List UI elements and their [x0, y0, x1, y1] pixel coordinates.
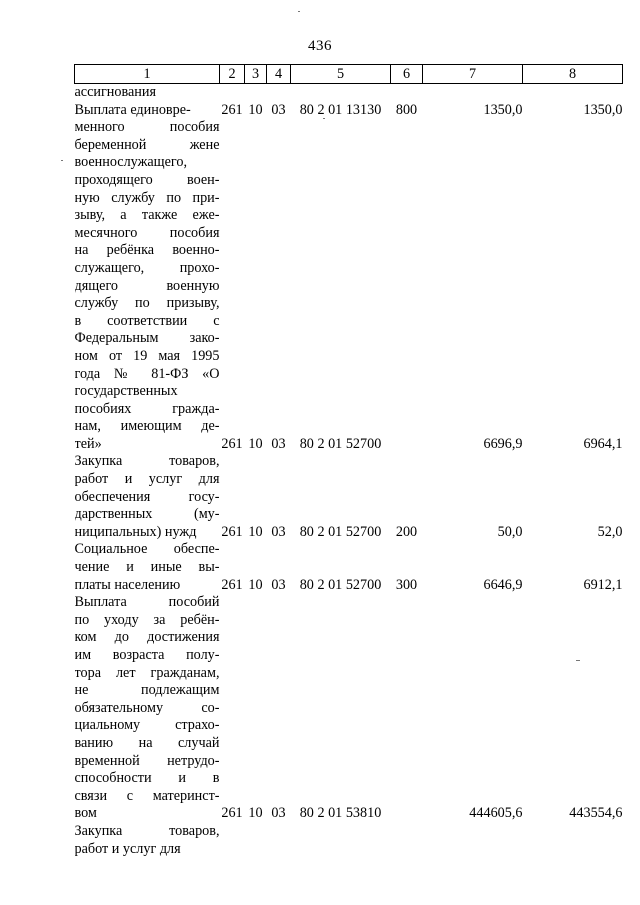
description-line: военнослужащего, [74, 154, 188, 171]
amount-year-1 [423, 84, 523, 102]
column-3-cell: 10 [248, 523, 263, 540]
classification-code [291, 84, 391, 102]
column-header-7: 7 [423, 65, 523, 84]
expense-type-code: 800 [395, 101, 418, 118]
column-4-cell: 03 [271, 101, 286, 118]
description-line: года № 81-ФЗ «О [74, 365, 220, 382]
description-line: ном от 19 мая 1995 [74, 347, 220, 364]
description-line: Социальное обеспе- [74, 541, 220, 558]
classification-code: 80 2 01 53810 [299, 805, 382, 822]
description-line: обеспечения госу- [74, 488, 220, 505]
amount-year-2: 443554,6 [569, 805, 623, 822]
column-2-cell: 261 [221, 101, 243, 118]
scan-speck [61, 160, 63, 161]
table-header-row [75, 65, 623, 84]
row-description [75, 119, 220, 453]
expense-type-code [391, 84, 423, 102]
expense-type-code [391, 119, 423, 453]
description-line: им возраста полу- [74, 647, 220, 663]
description-line: тей» [74, 435, 102, 452]
column-2-cell: 261 [221, 523, 243, 540]
description-line: Федеральным зако- [74, 330, 220, 347]
column-header-6: 6 [391, 65, 423, 84]
column-header-2: 2 [220, 65, 245, 84]
description-line: Закупка товаров, [74, 822, 220, 839]
amount-year-1 [423, 823, 523, 858]
expense-type-code [391, 594, 423, 823]
column-header-4: 4 [267, 65, 291, 84]
row-description [75, 102, 220, 120]
description-line: ниципальных) нужд [74, 523, 197, 540]
description-line: временной нетрудо- [74, 752, 220, 769]
description-line: платы населению [74, 576, 181, 593]
amount-year-2: 1350,0 [583, 101, 623, 118]
description-line: нам, имеющим де- [74, 418, 220, 435]
column-2-cell: 261 [221, 576, 243, 593]
amount-year-2 [523, 823, 623, 858]
description-line: дящего военную [74, 277, 220, 294]
description-line: ассигнования [74, 84, 157, 100]
description-line: обязательному со- [74, 699, 220, 716]
column-3-cell: 10 [248, 101, 263, 118]
description-line: службу по призыву, [74, 295, 220, 312]
row-description [75, 84, 220, 102]
row-description [75, 453, 220, 541]
classification-code: 80 2 01 52700 [299, 435, 382, 452]
amount-year-2: 6912,1 [583, 576, 623, 593]
table-body [75, 84, 623, 859]
table-row [75, 823, 623, 858]
column-3-cell: 10 [248, 435, 263, 452]
page-number: 436 [308, 38, 332, 54]
budget-table [74, 64, 623, 858]
amount-year-1: 6646,9 [483, 576, 523, 593]
amount-year-1: 444605,6 [469, 805, 523, 822]
column-4-cell: 03 [271, 435, 286, 452]
column-3-cell [245, 823, 267, 858]
description-line: пособиях гражда- [74, 400, 220, 417]
table-row [75, 119, 623, 453]
description-line: работ и услуг для [74, 840, 181, 857]
description-line: менного пособия [74, 119, 220, 136]
classification-code: 80 2 01 52700 [299, 576, 382, 593]
column-3-cell: 10 [248, 576, 263, 593]
description-line: проходящего воен- [74, 171, 220, 188]
description-line: способности и в [74, 770, 220, 787]
amount-year-1: 1350,0 [483, 101, 523, 118]
column-header-1: 1 [75, 65, 220, 84]
column-4-cell [267, 823, 291, 858]
table-row [75, 594, 623, 823]
row-description [75, 541, 220, 594]
row-description [75, 823, 220, 858]
description-line: циальному страхо- [74, 717, 220, 734]
classification-code: 80 2 01 13130 [299, 101, 382, 118]
description-line: в соответствии с [74, 312, 220, 329]
expense-type-code: 300 [395, 576, 418, 593]
table-row [75, 541, 623, 594]
description-line: зыву, а также еже- [74, 207, 220, 224]
amount-year-2: 6964,1 [583, 435, 623, 452]
row-description [75, 594, 220, 823]
column-3-cell [245, 84, 267, 102]
amount-year-1: 6696,9 [483, 435, 523, 452]
column-header-3: 3 [245, 65, 267, 84]
column-2-cell: 261 [221, 805, 243, 822]
description-line: служащего, прохо- [74, 259, 220, 276]
description-line: на ребёнка военно- [74, 242, 220, 259]
description-line: Закупка товаров, [74, 453, 220, 470]
scan-speck [298, 11, 300, 12]
column-3-cell: 10 [248, 805, 263, 822]
table-row [75, 102, 623, 120]
description-line: ванию на случай [74, 734, 220, 751]
amount-year-1: 50,0 [497, 523, 523, 540]
column-2-cell [220, 84, 245, 102]
amount-year-2: 52,0 [597, 523, 623, 540]
description-line: Выплата пособий [74, 594, 220, 611]
description-line: ком до достижения [74, 629, 220, 646]
table-row [75, 453, 623, 541]
table-row [75, 84, 623, 102]
description-line: по уходу за ребён- [74, 611, 220, 628]
column-header-5: 5 [291, 65, 391, 84]
column-2-cell [220, 823, 245, 858]
description-line: ную службу по при- [74, 189, 220, 206]
classification-code: 80 2 01 52700 [299, 523, 382, 540]
expense-type-code [391, 823, 423, 858]
scan-speck [323, 118, 325, 119]
column-4-cell: 03 [271, 805, 286, 822]
description-line: работ и услуг для [74, 471, 220, 488]
description-line: беременной жене [74, 136, 220, 153]
column-4-cell: 03 [271, 523, 286, 540]
description-line: месячного пособия [74, 224, 220, 241]
description-line: чение и иные вы- [74, 559, 220, 576]
classification-code [291, 823, 391, 858]
description-line: дарственных (му- [74, 506, 220, 523]
column-2-cell: 261 [221, 435, 243, 452]
description-line: не подлежащим [74, 682, 220, 699]
column-4-cell [267, 84, 291, 102]
description-line: государственных [74, 383, 178, 400]
description-line: вом [74, 805, 97, 822]
description-line: Выплата единовре- [74, 101, 191, 118]
expense-type-code: 200 [395, 523, 418, 540]
column-header-8: 8 [523, 65, 623, 84]
description-line: связи с материнст- [74, 787, 220, 804]
amount-year-2 [523, 84, 623, 102]
column-4-cell: 03 [271, 576, 286, 593]
description-line: тора лет гражданам, [74, 664, 220, 681]
scan-speck [576, 660, 580, 661]
